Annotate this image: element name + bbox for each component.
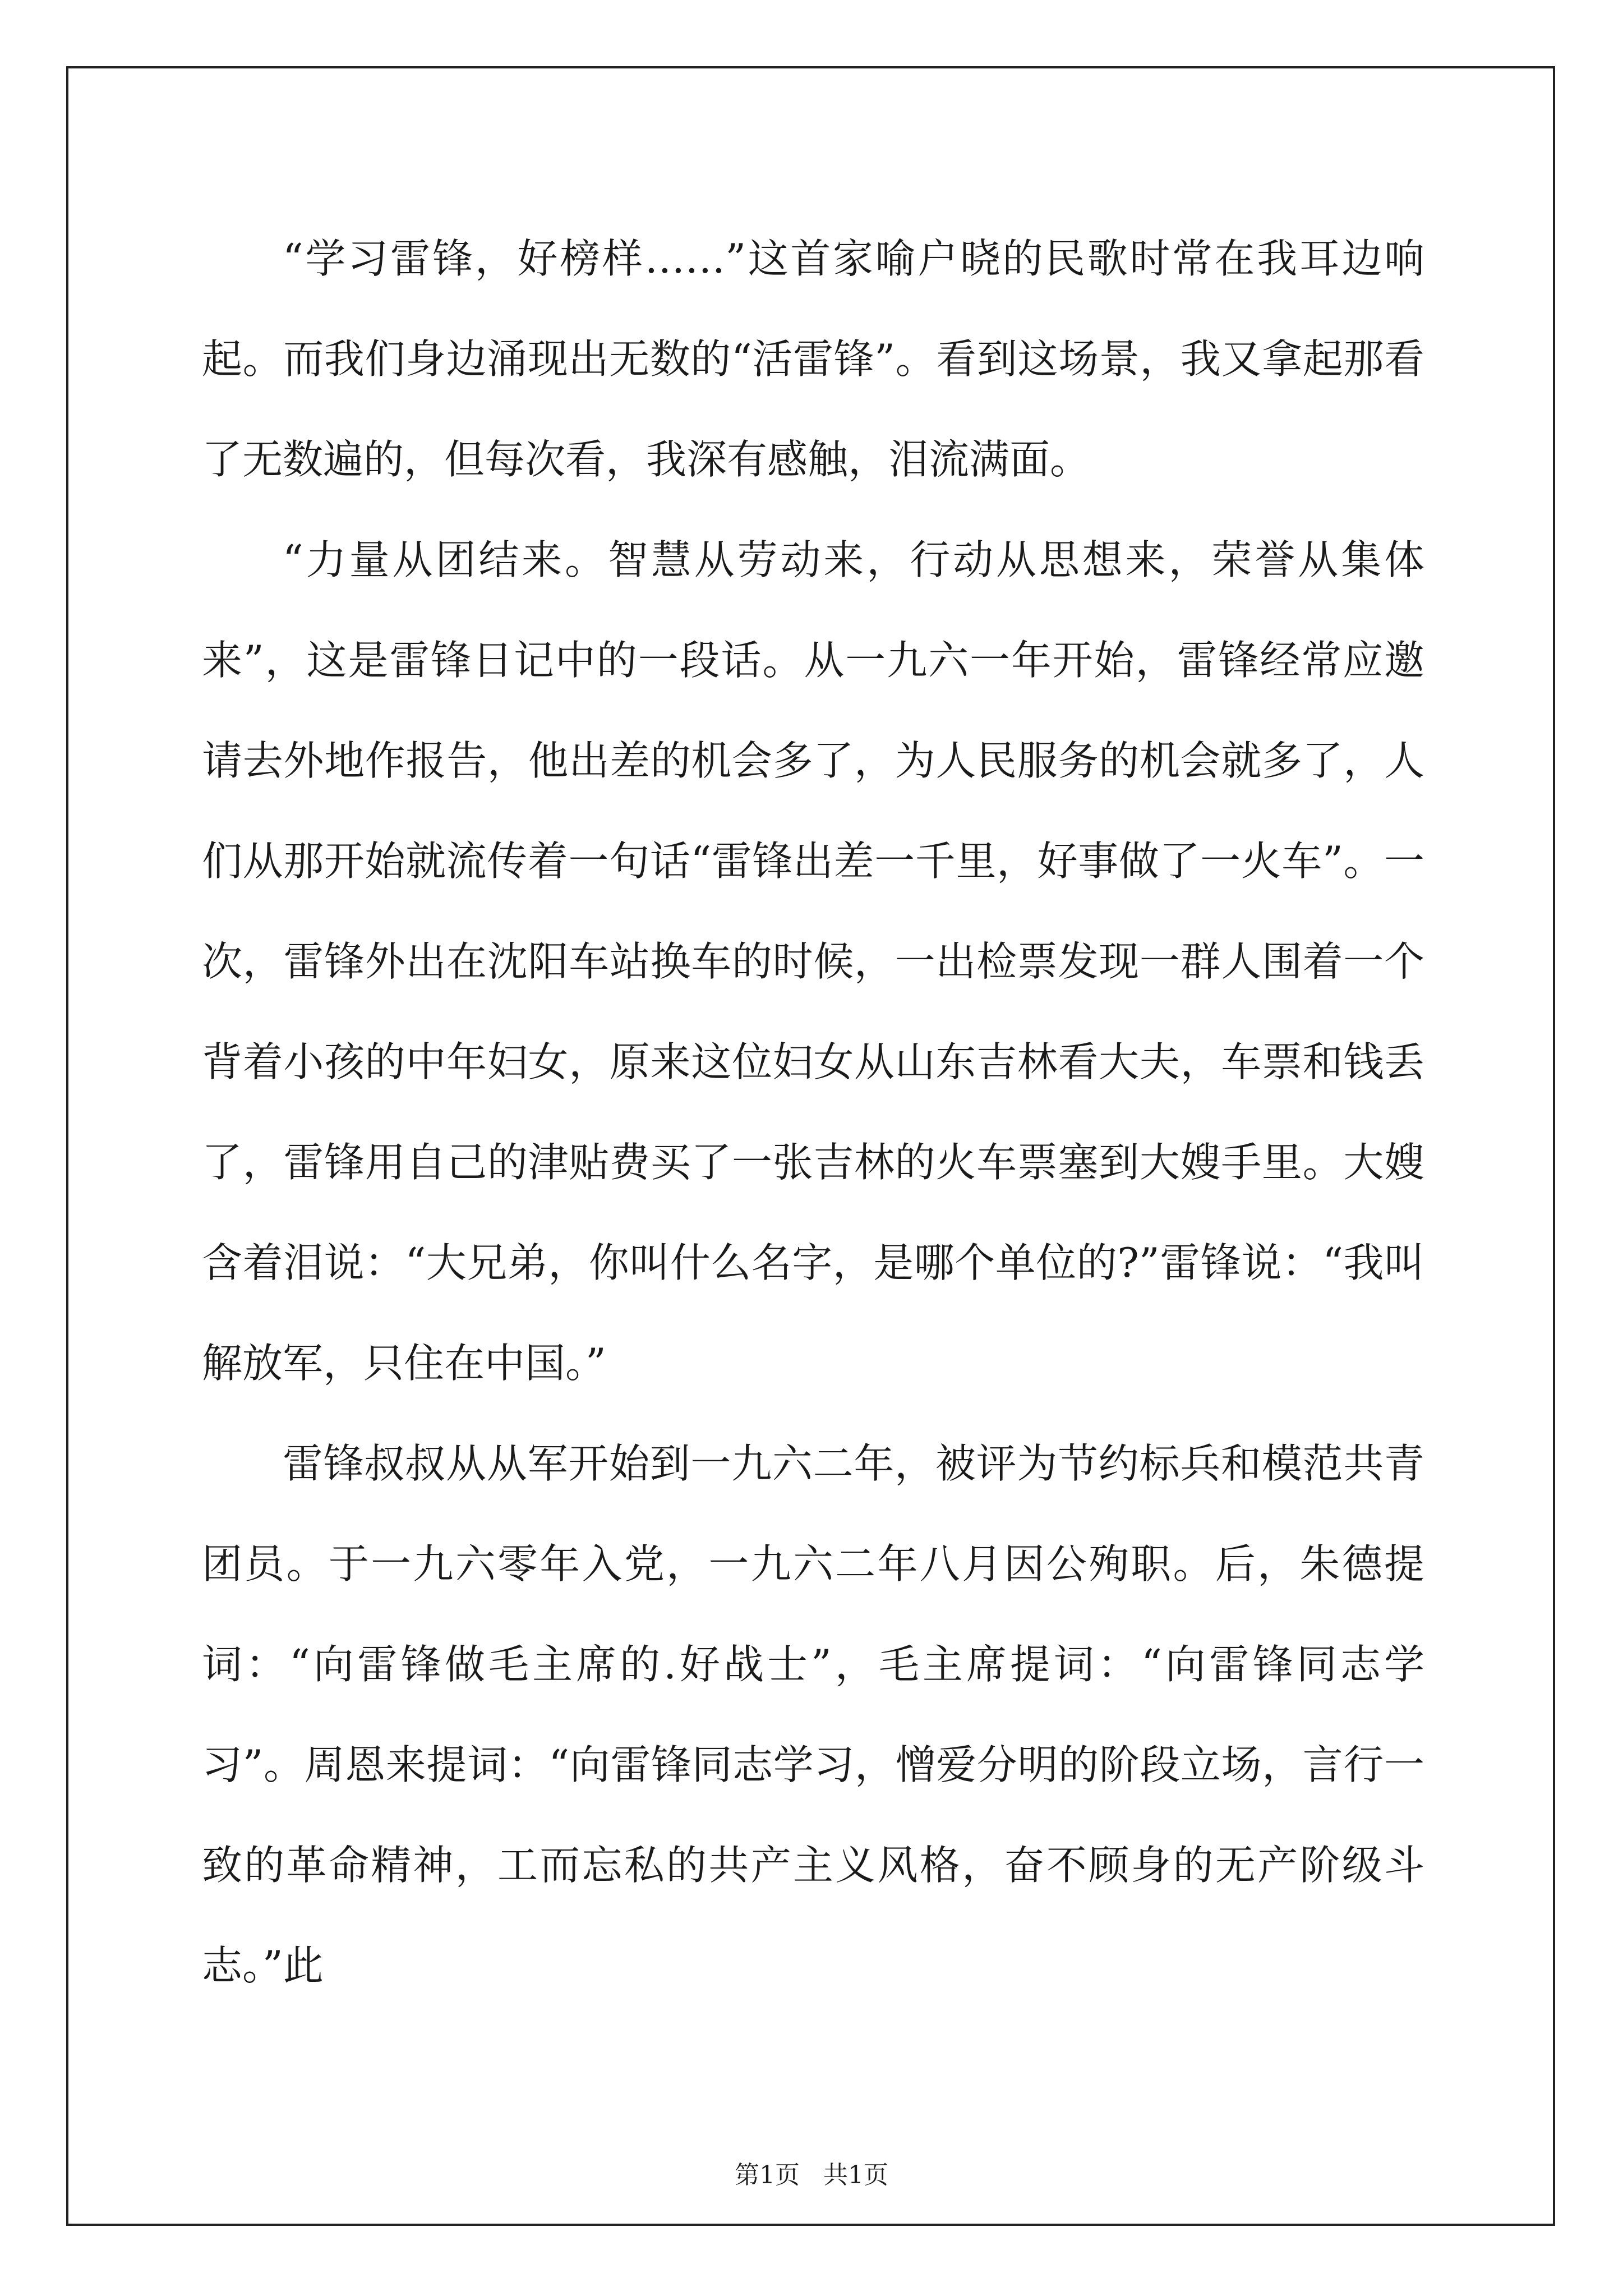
page-total: 共1页 xyxy=(823,2161,888,2189)
page-footer xyxy=(0,2159,1623,2192)
page-number: 第1页 xyxy=(735,2161,800,2189)
paragraph-1: “学习雷锋，好榜样……”这首家喻户晓的民歌时常在我耳边响起。而我们身边涌现出无数的“活雷锋”。看到这场景，我又拿起那看了无数遍的，但每次看，我深有感触，泪流满面。 xyxy=(202,235,1424,483)
document-body xyxy=(202,209,1424,2016)
paragraph-3: 雷锋叔叔从从军开始到一九六二年，被评为节约标兵和模范共青团员。于一九六零年入党，一九六二年八月因公殉职。后，朱德提词：“向雷锋做毛主席的.好战士”，毛主席提词：“向雷锋同志学习”。周恩来提词：“向雷锋同志学习，憎爱分明的阶段立场，言行一致的革命精神，工而忘私的共产主义风格，奋不顾身的无产阶级斗志。”此 xyxy=(202,1440,1424,1989)
paragraph-2: “力量从团结来。智慧从劳动来，行动从思想来，荣誉从集体来”，这是雷锋日记中的一段话。从一九六一年开始，雷锋经常应邀请去外地作报告，他出差的机会多了，为人民服务的机会就多了，人们从那开始就流传着一句话“雷锋出差一千里，好事做了一火车”。一次，雷锋外出在沈阳车站换车的时候，一出检票发现一群人围着一个背着小孩的中年妇女，原来这位妇女从山东吉林看大夫，车票和钱丢了，雷锋用自己的津贴费买了一张吉林的火车票塞到大嫂手里。大嫂含着泪说：“大兄弟，你叫什么名字，是哪个单位的?”雷锋说：“我叫解放军，只住在中国。” xyxy=(202,536,1424,1387)
